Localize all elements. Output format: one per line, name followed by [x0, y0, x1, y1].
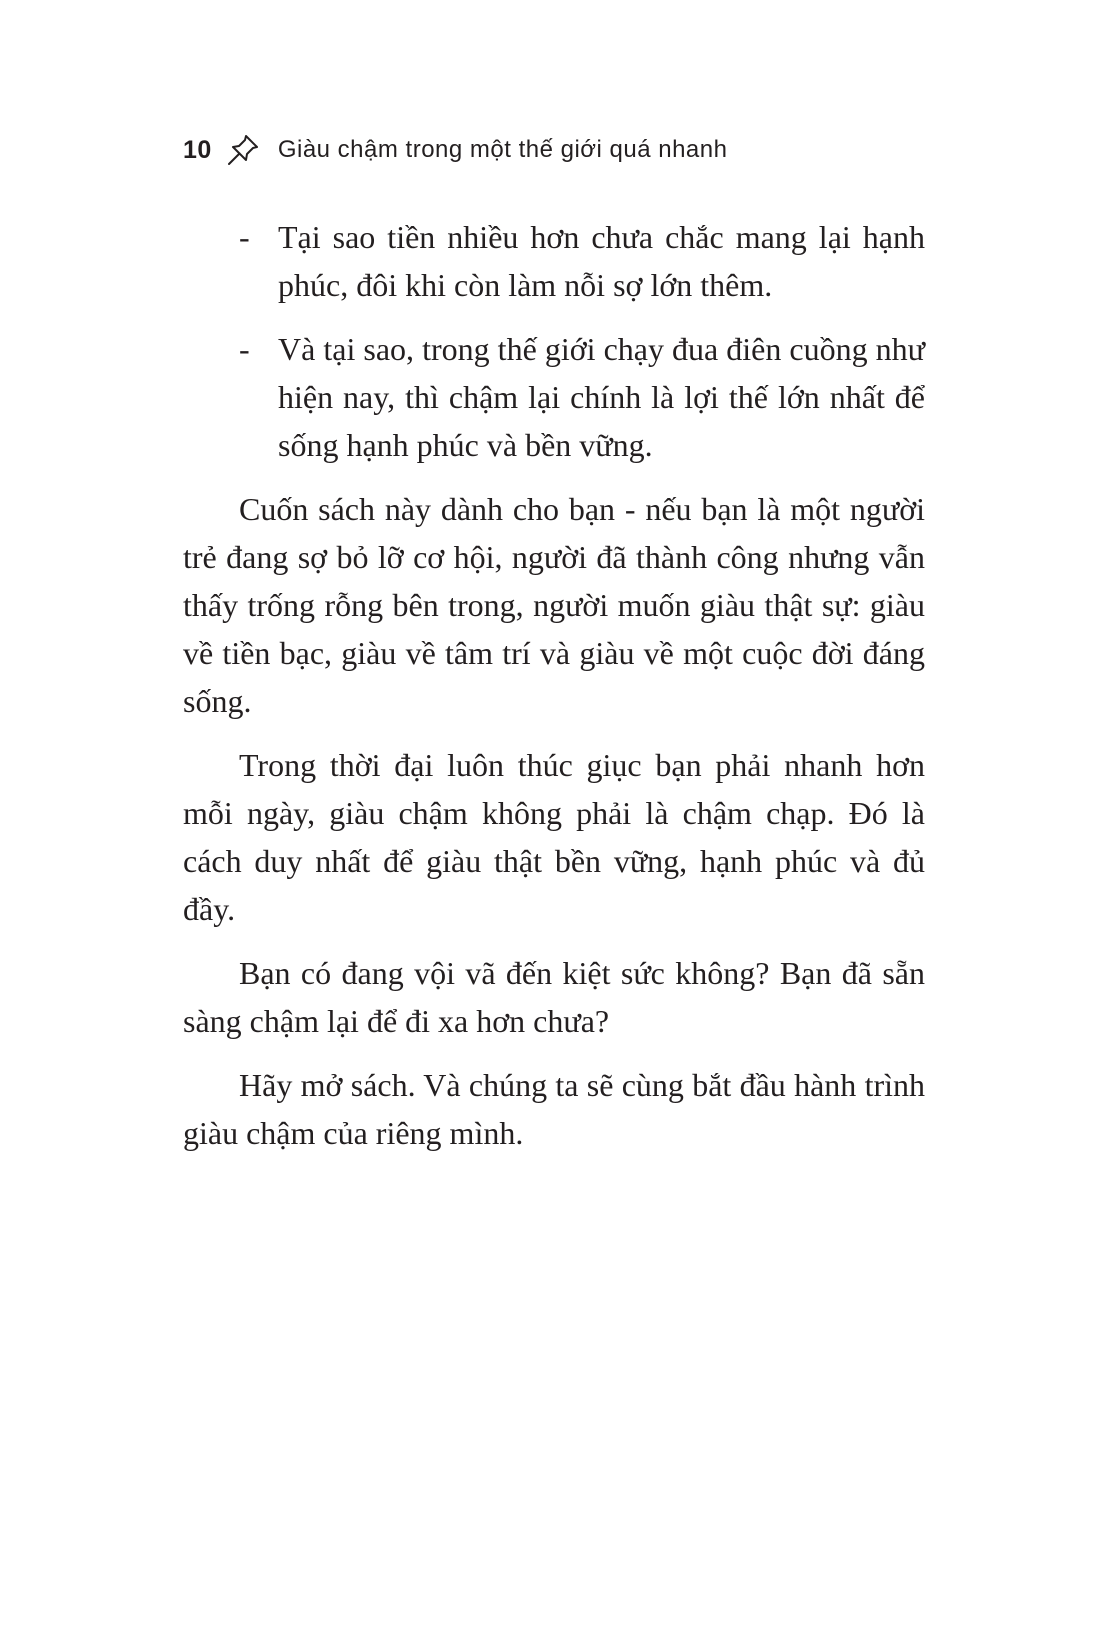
bullet-dash: -: [239, 331, 250, 367]
paragraph: Hãy mở sách. Và chúng ta sẽ cùng bắt đầu hành trình giàu chậm của riêng mình.: [183, 1067, 925, 1151]
pin-icon: [226, 133, 260, 167]
bullet-text: Tại sao tiền nhiều hơn chưa chắc mang lại hạnh phúc, đôi khi còn làm nỗi sợ lớn thêm.: [278, 219, 925, 303]
paragraph: Trong thời đại luôn thúc giục bạn phải nhanh hơn mỗi ngày, giàu chậm không phải là chậm chạp. Đó là cách duy nhất để giàu thật bền vững, hạnh phúc và đủ đầy.: [183, 747, 925, 927]
page-number: 10: [183, 135, 212, 164]
running-header: [183, 130, 727, 170]
running-title: Giàu chậm trong một thế giới quá nhanh: [277, 136, 728, 163]
paragraph: Cuốn sách này dành cho bạn - nếu bạn là một người trẻ đang sợ bỏ lỡ cơ hội, người đã thành công nhưng vẫn thấy trống rỗng bên trong, người muốn giàu thật sự: giàu về tiền bạc, giàu về tâm trí và giàu về một cuộc đời đáng sống.: [183, 491, 925, 719]
bullet-text: Và tại sao, trong thế giới chạy đua điên cuồng như hiện nay, thì chậm lại chính là lợi thế lớn nhất để sống hạnh phúc và bền vững.: [278, 331, 925, 463]
bullet-item: [183, 213, 925, 309]
bullet-item: [183, 325, 925, 469]
paragraph: Bạn có đang vội vã đến kiệt sức không? Bạn đã sẵn sàng chậm lại để đi xa hơn chưa?: [183, 955, 925, 1039]
bullet-dash: -: [239, 219, 250, 255]
page-body: [183, 213, 925, 1173]
